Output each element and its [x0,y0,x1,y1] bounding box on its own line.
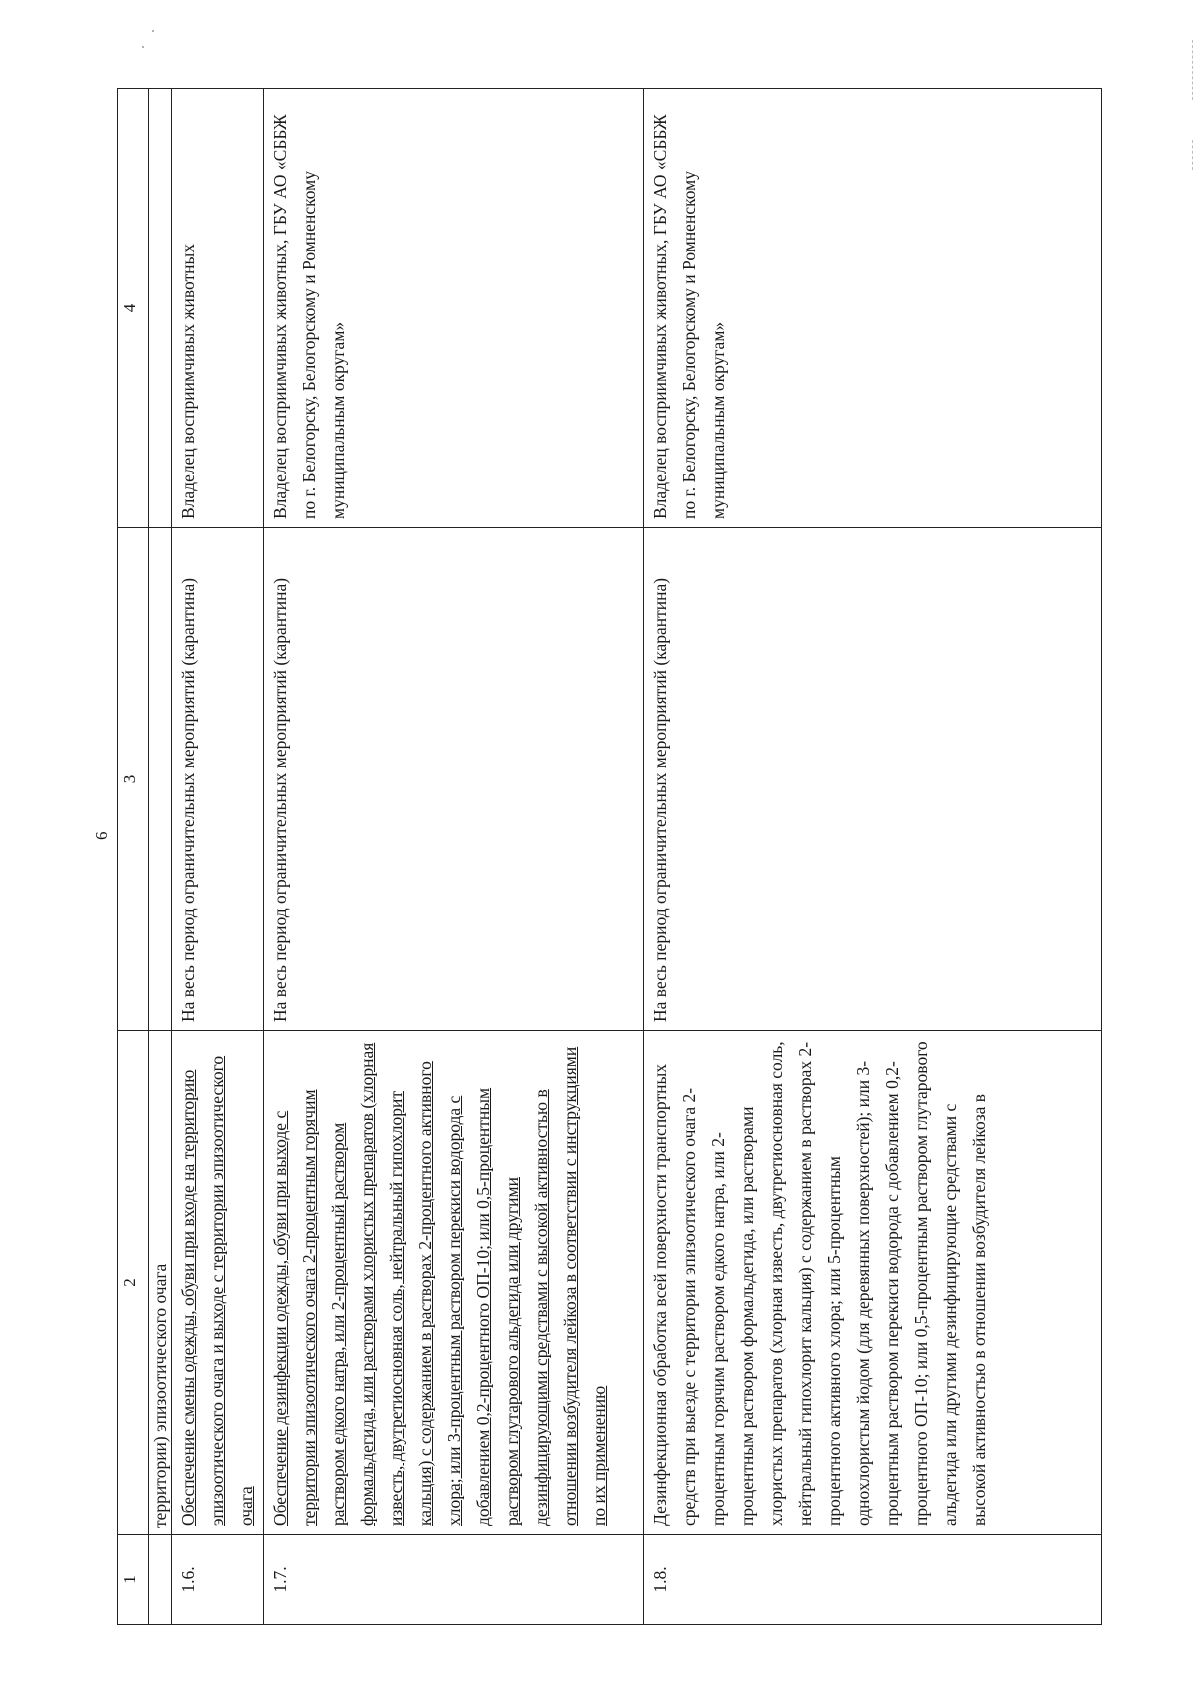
scan-edge-mark [1192,140,1193,170]
measure-text: Обеспечение дезинфекции одежды, обуви при выходе с территории эпизоотического очага 2-процентным горячим раствором едкого натра, или 2-процентный раствором формальдегида, или растворами хлористых препаратов (хлорная известь, двутретиосновная соль, нейтральный гипохлорит кальция) с содержанием в растворах 2-процентного активного хлора; или 3-процентным раствором перекиси водорода с добавлением 0,2-процентного ОП-10; или 0,5-процентным раствором глутарового альдегида или другими дезинфицирующими средствами с высокой активностью в отношении возбудителя лейкоза в соответствии с инструкциями по их применению [264,1031,644,1535]
continuation-responsible-cell [149,89,172,528]
column-header-row [118,89,149,1625]
responsible-text: Владелец восприимчивых животных, ГБУ АО «СББЖ по г. Белогорску, Белогорскому и Ромненскому муниципальным округам» [264,89,644,528]
continuation-row [149,89,172,1625]
period-text: На весь период ограничительных мероприятий (карантина) [264,528,644,1031]
continuation-num-cell [149,1535,172,1625]
period-text: На весь период ограничительных мероприятий (карантина) [644,528,1102,1031]
table-row [264,89,644,1625]
column-header-4: 4 [118,89,149,528]
scan-speck [142,46,144,48]
column-header-1: 1 [118,1535,149,1625]
continuation-period-cell [149,528,172,1031]
measure-text: Обеспечение смены одежды, обуви при входе на территорию эпизоотического очага и выходе с территории эпизоотического очага [172,1031,264,1535]
scan-edge-mark [1192,40,1193,100]
rotated-table-container [117,89,1102,1625]
measures-table [117,88,1102,1625]
column-header-3: 3 [118,528,149,1031]
measure-text: Дезинфекционная обработка всей поверхности транспортных средств при выезде с территории эпизоотического очага 2-процентным горячим раствором едкого натра, или 2-процентным раствором формальдегида, или растворами хлористых препаратов (хлорная известь, двутретиосновная соль, нейтральный гипохлорит кальция) с содержанием в растворах 2-процентного активного хлора; или 5-процентным однохлористым йодом (для деревянных поверхностей); или 3-процентным раствором перекиси водорода с добавлением 0,2-процентного ОП-10; или 0,5-процентным раствором глутарового альдегида или другими дезинфицирующие средствами с высокой активностью в отношении возбудителя лейкоза в [644,1031,1102,1535]
row-number: 1.8. [644,1535,1102,1625]
period-text: На весь период ограничительных мероприятий (карантина) [172,528,264,1031]
responsible-text: Владелец восприимчивых животных, ГБУ АО «СББЖ по г. Белогорску, Белогорскому и Ромненскому муниципальным округам» [644,89,1102,528]
page-number: 6 [92,831,111,840]
column-header-2: 2 [118,1031,149,1535]
table-row [644,89,1102,1625]
table-row [172,89,264,1625]
row-number: 1.7. [264,1535,644,1625]
continuation-text: территории) эпизоотического очага [149,1031,172,1535]
scan-speck [152,30,154,32]
row-number: 1.6. [172,1535,264,1625]
responsible-text: Владелец восприимчивых животных [172,89,264,528]
